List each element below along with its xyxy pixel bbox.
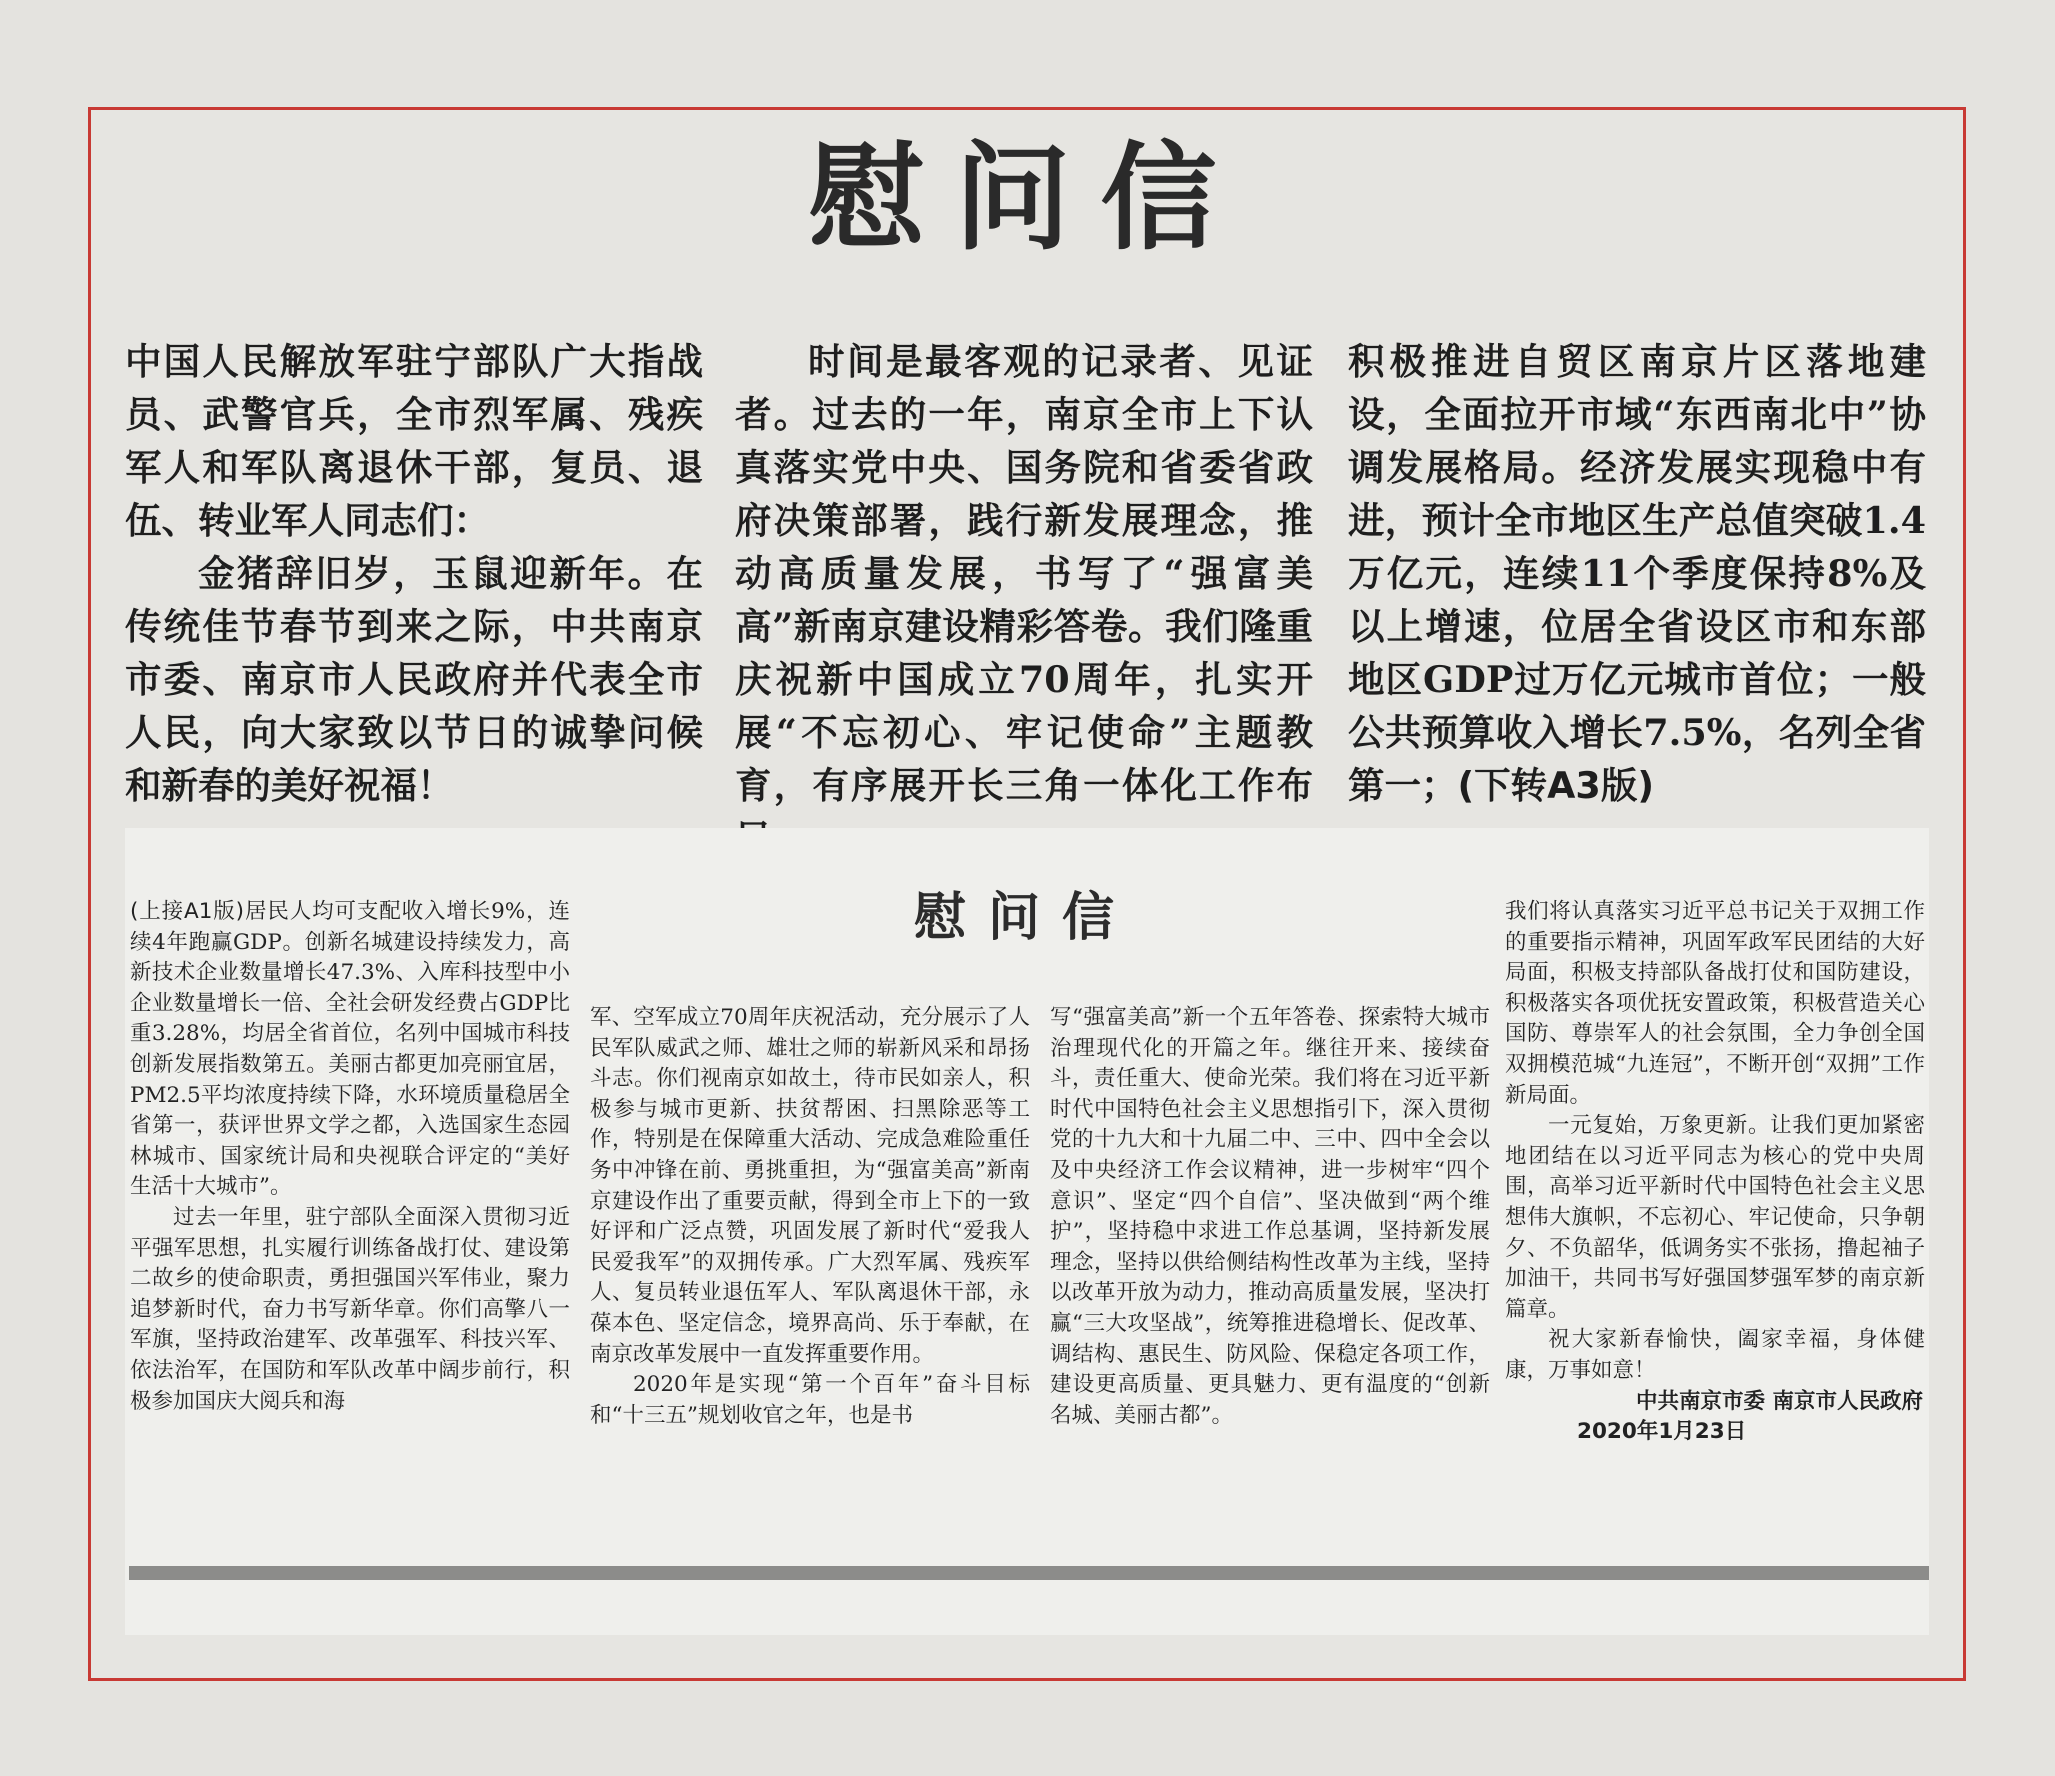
- plans-paragraph: 写“强富美高”新一个五年答卷、探索特大城市治理现代化的开篇之年。继往开来、接续奋斗，责任重大、使命光荣。我们将在习近平新时代中国特色社会主义思想指引下，深入贯彻党的十九大和十九届二中、三中、四中全会以及中央经济工作会议精神，进一步树牢“四个意识”、坚定“四个自信”、坚决做到“两个维护”，坚持稳中求进工作总基调，坚持新发展理念，坚持以供给侧结构性改革为主线，坚持以改革开放为动力，推动高质量发展，坚决打赢“三大攻坚战”，统筹推进稳增长、促改革、调结构、惠民生、防风险、保稳定各项工作，建设更高质量、更具魅力、更有温度的“创新名城、美丽古都”。: [1050, 1005, 1490, 1428]
- lower-column-2: [590, 1003, 1030, 1431]
- lower-column-4: [1505, 897, 1925, 1448]
- page-title: 慰问信: [808, 130, 1247, 266]
- greeting-paragraph: 金猪辞旧岁，玉鼠迎新年。在传统佳节春节到来之际，中共南京市委、南京市人民政府并代表全市人民，向大家致以节日的诚挚问候和新春的美好祝福！: [125, 552, 703, 807]
- top-column-2: [735, 335, 1313, 865]
- signature: 中共南京市委 南京市人民政府: [1636, 1388, 1923, 1414]
- top-column-1: [125, 335, 703, 812]
- lower-column-3: [1050, 1003, 1490, 1431]
- bottom-rule: [129, 1566, 1929, 1580]
- economy-paragraph: 积极推进自贸区南京片区落地建设，全面拉开市域“东西南北中”协调发展格局。经济发展实现稳中有进，预计全市地区生产总值突破1.4万亿元，连续11个季度保持8%及以上增速，位居全省设区市和东部地区GDP过万亿元城市首位；一般公共预算收入增长7.5%，名列全省第一；: [1348, 340, 1926, 807]
- review-paragraph: 时间是最客观的记录者、见证者。过去的一年，南京全市上下认真落实党中央、国务院和省委省政府决策部署，践行新发展理念，推动高质量发展，书写了“强富美高”新南京建设精彩答卷。我们隆重庆祝新中国成立70周年，扎实开展“不忘初心、牢记使命”主题教育，有序展开长三角一体化工作布: [735, 340, 1313, 807]
- continued-from-a1: (上接A1版): [130, 899, 245, 924]
- troops-paragraph: 过去一年里，驻宁部队全面深入贯彻习近平强军思想，扎实履行训练备战打仗、建设第二故乡的使命职责，勇担强国兴军伟业，聚力追梦新时代，奋力书写新华章。你们高擎八一军旗，坚持政治建军、改革强军、科技兴军、依法治军，在国防和军队改革中阔步前行，积极参加国庆大阅兵和海: [130, 1204, 570, 1414]
- salutation: 中国人民解放军驻宁部队广大指战员、武警官兵，全市烈军属、残疾军人和军队离退休干部，复员、退伍、转业军人同志们：: [125, 340, 703, 542]
- top-column-3: [1348, 335, 1926, 812]
- double-support-paragraph: 我们将认真落实习近平总书记关于双拥工作的重要指示精神，巩固军政军民团结的大好局面，积极支持部队备战打仗和国防建设，积极落实各项优抚安置政策，积极营造关心国防、尊崇军人的社会氛围，全力争创全国双拥模范城“九连冠”，不断开创“双拥”工作新局面。: [1505, 899, 1925, 1108]
- date: 2020年1月23日: [1577, 1419, 1747, 1445]
- continued-on-a3: (下转A3版): [1457, 764, 1655, 807]
- achievements-paragraph: 居民人均可支配收入增长9%，连续4年跑赢GDP。创新名城建设持续发力，高新技术企业数量增长47.3%、入库科技型中小企业数量增长一倍、全社会研发经费占GDP比重3.28%，均居全省首位，名列中国城市科技创新发展指数第五。美丽古都更加亮丽宜居，PM2.5平均浓度持续下降，水环境质量稳居全省第一，获评世界文学之都，入选国家生态园林城市、国家统计局和央视联合评定的“美好生活十大城市”。: [130, 899, 570, 1200]
- lower-column-1: [130, 897, 570, 1417]
- military-contribution-paragraph: 军、空军成立70周年庆祝活动，充分展示了人民军队威武之师、雄壮之师的崭新风采和昂扬斗志。你们视南京如故土，待市民如亲人，积极参与城市更新、扶贫帮困、扫黑除恶等工作，特别是在保障重大活动、完成急难险重任务中冲锋在前、勇挑重担，为“强富美高”新南京建设作出了重要贡献，得到全市上下的一致好评和广泛点赞，巩固发展了新时代“爱我人民爱我军”的双拥传承。广大烈军属、残疾军人、复员转业退伍军人、军队离退休干部，永葆本色、坚定信念，境界高尚、乐于奉献，在南京改革发展中一直发挥重要作用。: [590, 1005, 1030, 1367]
- call-to-action-paragraph: 一元复始，万象更新。让我们更加紧密地团结在以习近平同志为核心的党中央周围，高举习近平新时代中国特色社会主义思想伟大旗帜，不忘初心、牢记使命，只争朝夕、不负韶华，低调务实不张扬，撸起袖子加油干，共同书写好强国梦强军梦的南京新篇章。: [1505, 1113, 1925, 1322]
- continuation-title: 慰问信: [913, 888, 1136, 948]
- signature-block: [1505, 1387, 1925, 1448]
- blessing-paragraph: 祝大家新春愉快，阖家幸福，身体健康，万事如意！: [1505, 1327, 1925, 1383]
- year-2020-paragraph: 2020年是实现“第一个百年”奋斗目标和“十三五”规划收官之年，也是书: [590, 1372, 1030, 1428]
